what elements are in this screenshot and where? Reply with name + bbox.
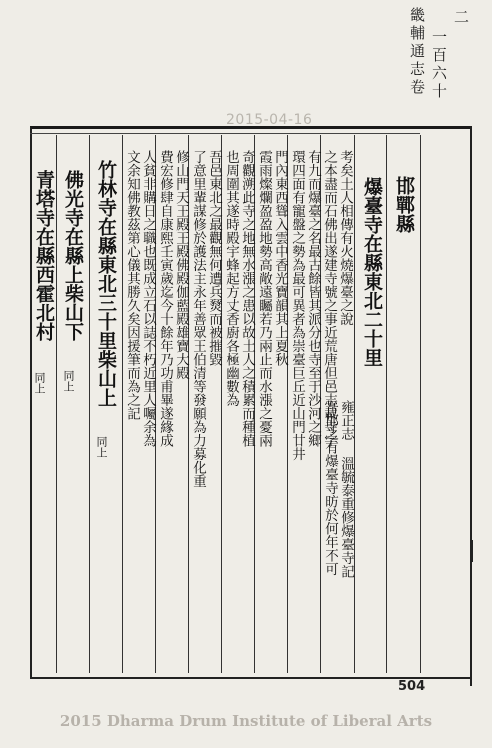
entry-annotation: 奇觀溯此寺之地無水漲之患以故土人之積累而種植 bbox=[239, 150, 255, 447]
entry-annotation: 門內東西聳入雲中香光寶韻其上夏秋 bbox=[272, 150, 288, 366]
entry-main: 爆臺寺在縣東北二十里 bbox=[361, 177, 383, 367]
entry-annotation: 環四面有寵盤之勢為最可異者為崇臺巨丘近山門廿井 bbox=[289, 150, 305, 461]
entry-source-note: 同上 bbox=[62, 370, 75, 392]
entry-source-note: 同上 bbox=[95, 436, 108, 458]
frame-inner-rule bbox=[30, 133, 420, 134]
entry-annotation: 雍正志 溫毓泰重修爆臺寺記 bbox=[338, 400, 354, 578]
header-char: 一 bbox=[431, 28, 448, 46]
column-rule bbox=[89, 135, 90, 673]
entry-annotation: 之本盡而石佛出遂建寺號之事近荒唐但邑志載寺字 bbox=[321, 150, 337, 447]
column-rule bbox=[386, 135, 387, 673]
entry-annotation: 也周圍其遂時殿宇蜂起方丈香廚各極幽數為 bbox=[223, 150, 239, 407]
entry-main: 青塔寺在縣西霍北村 bbox=[33, 170, 55, 341]
column-rule bbox=[420, 135, 421, 673]
header-char: 百 bbox=[431, 46, 448, 64]
entry-annotation: 人貧非購日之職也既成立石以誌不朽近里人囑余為 bbox=[140, 150, 156, 447]
header-char: 通 bbox=[409, 42, 426, 60]
entry-annotation: 吾邯之有爆臺寺昉於何年不可 bbox=[322, 400, 338, 576]
header-char: 志 bbox=[409, 60, 426, 78]
column-rule bbox=[354, 135, 355, 673]
header-char: 卷 bbox=[409, 78, 426, 96]
page-number: 504 bbox=[398, 679, 426, 694]
entry-annotation: 了意里輩謀修於護法主永年善眾王伯清等發願為力募化重 bbox=[190, 150, 206, 488]
running-header bbox=[395, 0, 492, 110]
entry-main: 佛光寺在縣上柴山下 bbox=[62, 170, 84, 341]
header-char: 畿 bbox=[409, 6, 426, 24]
scan-date-watermark: 2015-04-16 bbox=[226, 112, 313, 128]
entry-annotation: 吾邑東北之最觀無何遭兵燹而被摧毀 bbox=[206, 150, 222, 366]
entry-annotation: 費宏修肆自康熙壬寅歲迄今十餘年乃功甫畢遂緣成 bbox=[157, 150, 173, 447]
entry-annotation: 文余知佛教茲第心儀其勝久矣因援筆而為之記 bbox=[124, 150, 140, 420]
column-rule bbox=[56, 135, 57, 673]
entry-main: 竹林寺在縣東北三十里柴山上 bbox=[95, 160, 117, 407]
entry-annotation: 有九而爆臺之名最古餘皆其派分也寺至于沙河之鄉 bbox=[305, 150, 321, 447]
column-rule bbox=[122, 135, 123, 673]
edge-mark bbox=[472, 540, 479, 562]
institution-watermark: 2015 Dharma Drum Institute of Liberal Arts bbox=[59, 712, 433, 730]
entry-annotation: 霞雨燦爛盈盈地勢高敞遠矚若乃兩止而水漲之憂兩 bbox=[256, 150, 272, 447]
header-char: 二 bbox=[453, 8, 470, 26]
right-edge-rule bbox=[470, 126, 472, 686]
entry-annotation: 修山門天王殿王殿佛殿伽藍殿雄寶大殿 bbox=[173, 150, 189, 380]
county-heading: 邯鄲縣 bbox=[393, 176, 415, 233]
entry-source-note: 同上 bbox=[33, 372, 46, 394]
running-header-strip bbox=[395, 0, 492, 112]
entry-annotation: 考矣土人相傳有火燒爆臺之說 bbox=[337, 150, 353, 326]
header-char: 六 bbox=[431, 64, 448, 82]
header-char: 輔 bbox=[409, 24, 426, 42]
header-char: 十 bbox=[431, 82, 448, 100]
